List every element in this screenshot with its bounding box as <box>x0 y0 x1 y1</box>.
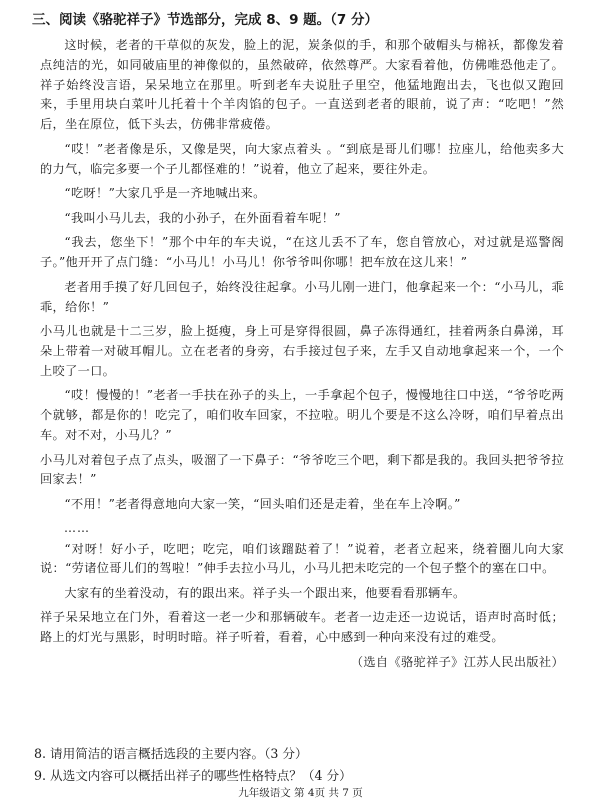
passage-paragraph: 小马儿对着包子点了点头，吸溜了一下鼻子：“爷爷吃三个吧，剩下都是我的。我回头把爷爷拉回家去！” <box>40 452 564 487</box>
passage-paragraph: “对呀！好小子，吃吧；吃完，咱们该蹓跶着了！”说着，老者立起来，绕着圈儿向大家说：“劳诸位哥儿们的驾啦！”伸手去拉小马儿，小马儿把未吃完的一个包子整个的塞在口中。 <box>40 541 564 576</box>
passage-paragraph: 大家有的坐着没动，有的跟出来。祥子头一个跟出来，他要看看那辆车。 <box>64 585 466 600</box>
passage-paragraph: “哎！慢慢的！”老者一手扶在孙子的头上，一手拿起个包子，慢慢地往口中送，“爷爷吃两个就够，都是你的！吃完了，咱们收车回家，不拉啦。明儿个要是不这么冷呀，咱们早着点出车。对不对，小马儿？” <box>40 388 564 442</box>
question-8: 8. 请用简洁的语言概括选段的主要内容。（3 分） <box>34 746 308 761</box>
omission-ellipsis: …… <box>64 520 90 535</box>
passage-paragraph: 祥子呆呆地立在门外，看着这一老一少和那辆破车。老者一边走还一边说话，语声时高时低；路上的灯光与黑影，时明时暗。祥子听着，看着，心中感到一种向来没有过的难受。 <box>40 610 564 645</box>
passage-paragraph: “吃呀！”大家几乎是一齐地喊出来。 <box>64 186 266 201</box>
passage-paragraph: 这时候，老者的干草似的灰发，脸上的泥，炭条似的手，和那个破帽头与棉袄，都像发着点纯洁的光，如同破庙里的神像似的，虽然破碎，依然尊严。大家看着他，仿佛唯恐他走了。祥子始终没言语，呆呆地立在那里。听到老车夫说肚子里空，他猛地跑出去，飞也似又跑回来，手里用块白菜叶儿托着十个羊肉馅的包子。一直送到老者的眼前，说了声：“吃吧！”然后，坐在原位，低下头去，仿佛非常疲倦。 <box>40 38 564 132</box>
passage-paragraph: “哎！”老者像是乐，又像是哭，向大家点着头 。“到底是哥儿们哪！拉座儿，给他卖多大的力气，临完多要一个子儿都怪难的！”说着，他立了起来，要往外走。 <box>40 141 564 176</box>
page-footer: 九年级语文 第 4页 共 7 页 <box>238 787 363 799</box>
passage-paragraph: 小马儿也就是十二三岁，脸上挺瘦，身上可是穿得很圆，鼻子冻得通红，挂着两条白鼻涕，耳朵上带着一对破耳帽儿。立在老者的身旁，右手接过包子来，左手又自动地拿起来一个，一个上咬了一口。 <box>40 324 564 378</box>
question-9: 9. 从选文内容可以概括出祥子的哪些性格特点？（4 分） <box>34 768 352 783</box>
passage-paragraph: “我叫小马儿去，我的小孙子，在外面看着车呢！” <box>64 210 341 225</box>
passage-source: （选自《骆驼祥子》江苏人民出版社） <box>350 654 564 669</box>
passage-paragraph: “不用！”老者得意地向大家一笑，“回头咱们还是走着，坐在车上冷啊。” <box>64 496 461 511</box>
reading-passage <box>40 36 564 677</box>
section-title: 三、阅读《骆驼祥子》节选部分，完成 8、9 题。（7 分） <box>32 12 379 28</box>
passage-paragraph: 老者用手摸了好几回包子，始终没往起拿。小马儿刚一进门，他拿起来一个：“小马儿，乖乖，给你！” <box>40 279 564 314</box>
passage-paragraph: “我去，您坐下！”那个中年的车夫说，“在这儿丢不了车，您自管放心，对过就是巡警阁子。”他开开了点门缝：“小马儿！小马儿！你爷爷叫你哪！把车放在这儿来！” <box>40 235 564 270</box>
